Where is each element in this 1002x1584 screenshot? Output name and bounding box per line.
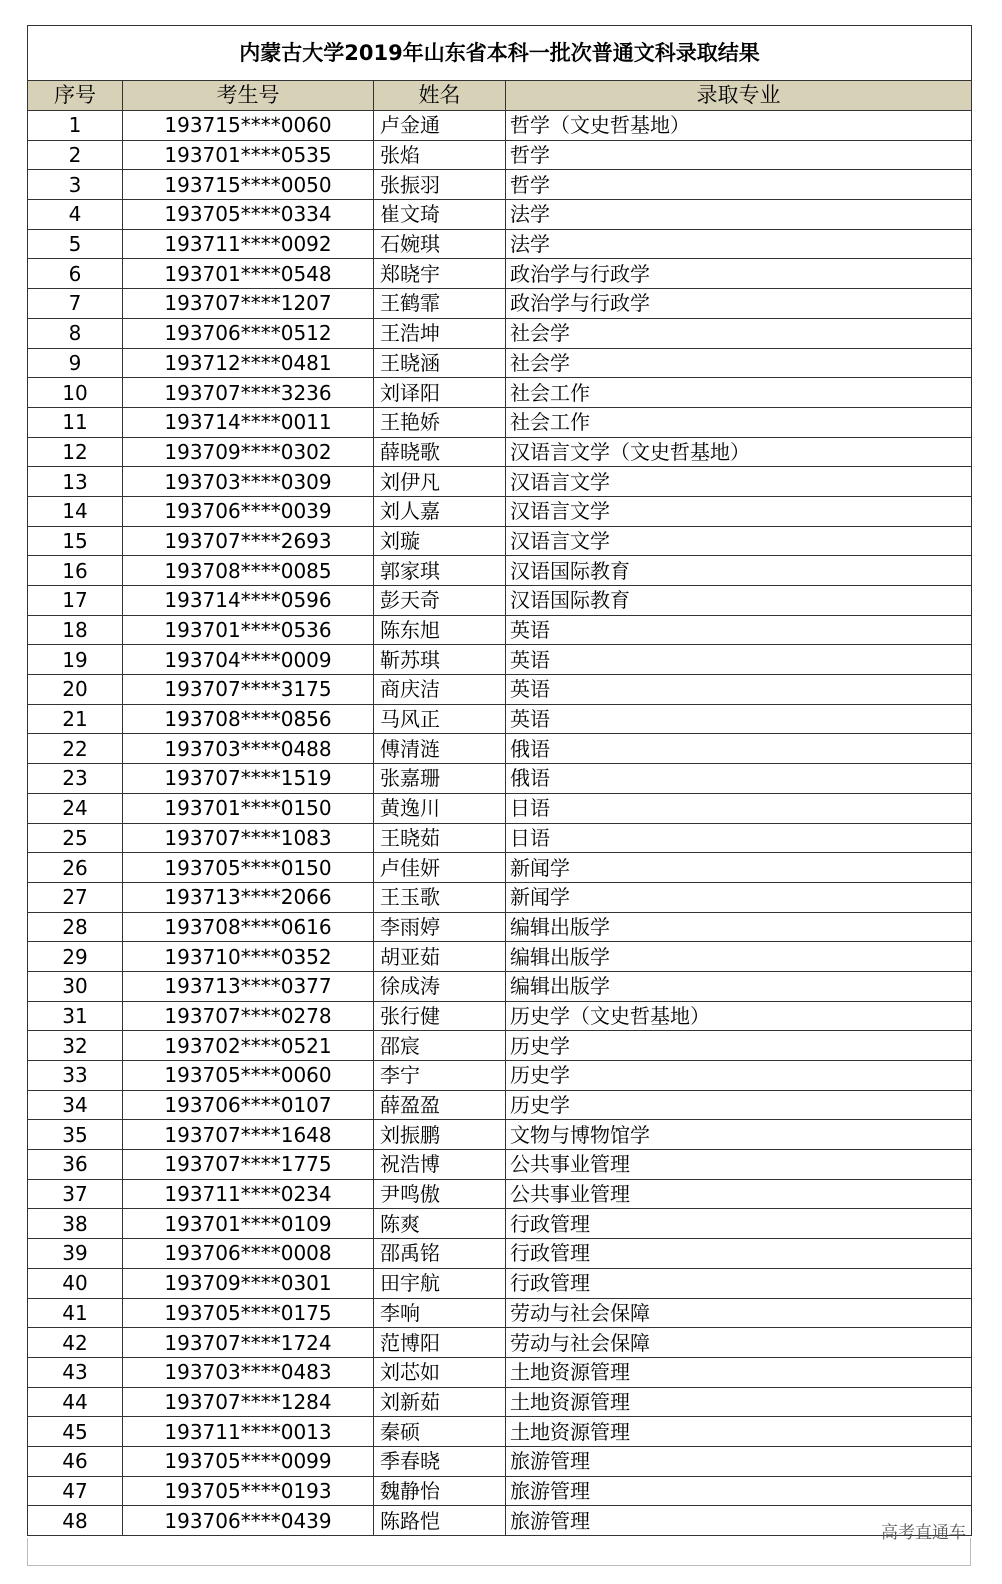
row-exam-id: 193705****0099 [123,1446,374,1476]
row-exam-id: 193708****0616 [123,912,374,942]
row-name: 张振羽 [374,170,506,200]
table-row [28,1446,972,1476]
row-serial: 25 [28,823,123,853]
header-name: 姓名 [374,81,506,111]
row-major: 劳动与社会保障 [506,1298,972,1328]
row-exam-id: 193701****0150 [123,793,374,823]
row-serial: 17 [28,586,123,616]
row-exam-id: 193708****0085 [123,556,374,586]
table-row [28,675,972,705]
row-exam-id: 193704****0009 [123,645,374,675]
header-major: 录取专业 [506,81,972,111]
row-serial: 21 [28,704,123,734]
row-name: 崔文琦 [374,200,506,230]
row-serial: 27 [28,882,123,912]
row-name: 傅清涟 [374,734,506,764]
row-serial: 29 [28,942,123,972]
row-name: 马风正 [374,704,506,734]
row-name: 李宁 [374,1061,506,1091]
table-row [28,1001,972,1031]
row-major: 社会学 [506,348,972,378]
row-exam-id: 193702****0521 [123,1031,374,1061]
row-name: 商庆洁 [374,675,506,705]
row-serial: 8 [28,318,123,348]
row-exam-id: 193701****0536 [123,615,374,645]
row-major: 旅游管理 [506,1506,972,1536]
row-major: 法学 [506,229,972,259]
row-serial: 35 [28,1120,123,1150]
row-name: 王鹤霏 [374,289,506,319]
table-row [28,259,972,289]
row-name: 卢金通 [374,111,506,141]
row-exam-id: 193703****0309 [123,467,374,497]
row-exam-id: 193708****0856 [123,704,374,734]
row-name: 刘伊凡 [374,467,506,497]
row-exam-id: 193705****0150 [123,853,374,883]
table-row [28,1328,972,1358]
row-name: 王玉歌 [374,882,506,912]
row-serial: 38 [28,1209,123,1239]
row-major: 旅游管理 [506,1476,972,1506]
row-serial: 24 [28,793,123,823]
row-exam-id: 193706****0512 [123,318,374,348]
table-row [28,1268,972,1298]
row-major: 历史学 [506,1061,972,1091]
header-row [28,81,972,111]
row-name: 邵宸 [374,1031,506,1061]
row-serial: 20 [28,675,123,705]
row-major: 行政管理 [506,1239,972,1269]
row-exam-id: 193707****1648 [123,1120,374,1150]
table-row [28,170,972,200]
table-row [28,200,972,230]
table-row [28,1090,972,1120]
row-name: 胡亚茹 [374,942,506,972]
row-major: 编辑出版学 [506,912,972,942]
row-serial: 5 [28,229,123,259]
row-major: 政治学与行政学 [506,259,972,289]
row-major: 汉语言文学 [506,526,972,556]
row-name: 薛晓歌 [374,437,506,467]
row-serial: 11 [28,407,123,437]
row-exam-id: 193715****0060 [123,111,374,141]
row-serial: 13 [28,467,123,497]
table-body [28,111,972,1536]
row-name: 徐成涛 [374,971,506,1001]
row-serial: 33 [28,1061,123,1091]
row-major: 英语 [506,675,972,705]
row-major: 日语 [506,823,972,853]
row-serial: 15 [28,526,123,556]
row-name: 王晓茹 [374,823,506,853]
row-major: 历史学 [506,1090,972,1120]
empty-bottom-row [27,1538,971,1566]
row-exam-id: 193701****0109 [123,1209,374,1239]
row-serial: 9 [28,348,123,378]
row-name: 刘新茹 [374,1387,506,1417]
row-serial: 2 [28,140,123,170]
row-exam-id: 193712****0481 [123,348,374,378]
row-major: 汉语言文学（文史哲基地） [506,437,972,467]
row-major: 土地资源管理 [506,1357,972,1387]
row-exam-id: 193705****0334 [123,200,374,230]
row-name: 张行健 [374,1001,506,1031]
row-exam-id: 193705****0060 [123,1061,374,1091]
row-major: 哲学 [506,170,972,200]
table-row [28,793,972,823]
row-major: 汉语言文学 [506,467,972,497]
row-major: 编辑出版学 [506,942,972,972]
row-name: 陈爽 [374,1209,506,1239]
table-row [28,229,972,259]
row-major: 政治学与行政学 [506,289,972,319]
row-serial: 34 [28,1090,123,1120]
row-name: 刘芯如 [374,1357,506,1387]
column-header-section [28,81,972,111]
table-row [28,1417,972,1447]
row-exam-id: 193711****0092 [123,229,374,259]
row-major: 公共事业管理 [506,1179,972,1209]
table-row [28,853,972,883]
row-serial: 1 [28,111,123,141]
row-major: 公共事业管理 [506,1150,972,1180]
table-row [28,556,972,586]
row-exam-id: 193714****0596 [123,586,374,616]
row-exam-id: 193713****0377 [123,971,374,1001]
row-exam-id: 193706****0039 [123,496,374,526]
row-exam-id: 193701****0535 [123,140,374,170]
row-major: 法学 [506,200,972,230]
row-serial: 44 [28,1387,123,1417]
row-name: 薛盈盈 [374,1090,506,1120]
row-serial: 42 [28,1328,123,1358]
row-exam-id: 193701****0548 [123,259,374,289]
row-exam-id: 193707****2693 [123,526,374,556]
table-row [28,764,972,794]
table-row [28,289,972,319]
table-row [28,407,972,437]
row-major: 英语 [506,704,972,734]
table-row [28,586,972,616]
row-exam-id: 193709****0301 [123,1268,374,1298]
row-major: 历史学 [506,1031,972,1061]
row-name: 张嘉珊 [374,764,506,794]
table-row [28,823,972,853]
row-major: 土地资源管理 [506,1387,972,1417]
row-exam-id: 193714****0011 [123,407,374,437]
table-row [28,912,972,942]
row-major: 俄语 [506,764,972,794]
table-row [28,645,972,675]
row-exam-id: 193703****0488 [123,734,374,764]
row-major: 英语 [506,615,972,645]
table-row [28,526,972,556]
table-row [28,1506,972,1536]
row-serial: 31 [28,1001,123,1031]
row-name: 黄逸川 [374,793,506,823]
row-name: 王晓涵 [374,348,506,378]
row-name: 陈路恺 [374,1506,506,1536]
row-major: 编辑出版学 [506,971,972,1001]
row-exam-id: 193709****0302 [123,437,374,467]
row-serial: 41 [28,1298,123,1328]
admission-table [27,25,972,1536]
row-exam-id: 193707****3175 [123,675,374,705]
row-name: 秦硕 [374,1417,506,1447]
table-row [28,615,972,645]
row-serial: 19 [28,645,123,675]
table-row [28,140,972,170]
row-serial: 4 [28,200,123,230]
row-serial: 43 [28,1357,123,1387]
row-exam-id: 193703****0483 [123,1357,374,1387]
row-name: 刘振鹏 [374,1120,506,1150]
row-major: 劳动与社会保障 [506,1328,972,1358]
table-row [28,437,972,467]
row-name: 范博阳 [374,1328,506,1358]
row-name: 李响 [374,1298,506,1328]
table-row [28,348,972,378]
table-row [28,496,972,526]
row-major: 哲学 [506,140,972,170]
row-major: 旅游管理 [506,1446,972,1476]
row-major: 俄语 [506,734,972,764]
row-name: 刘人嘉 [374,496,506,526]
row-name: 魏静怡 [374,1476,506,1506]
row-major: 新闻学 [506,853,972,883]
row-serial: 26 [28,853,123,883]
row-major: 行政管理 [506,1268,972,1298]
watermark: 高考直通车 [881,1523,966,1543]
row-exam-id: 193710****0352 [123,942,374,972]
header-serial: 序号 [28,81,123,111]
row-name: 尹鸣傲 [374,1179,506,1209]
row-major: 社会学 [506,318,972,348]
row-serial: 36 [28,1150,123,1180]
table-row [28,734,972,764]
row-exam-id: 193707****1284 [123,1387,374,1417]
row-exam-id: 193707****1083 [123,823,374,853]
row-serial: 7 [28,289,123,319]
row-exam-id: 193707****1519 [123,764,374,794]
row-serial: 6 [28,259,123,289]
row-serial: 45 [28,1417,123,1447]
row-name: 邵禹铭 [374,1239,506,1269]
row-major: 英语 [506,645,972,675]
row-major: 汉语言文学 [506,496,972,526]
row-exam-id: 193707****1775 [123,1150,374,1180]
page-title: 内蒙古大学2019年山东省本科一批次普通文科录取结果 [28,26,972,81]
row-name: 彭天奇 [374,586,506,616]
row-serial: 16 [28,556,123,586]
row-name: 季春晓 [374,1446,506,1476]
table-row [28,467,972,497]
row-serial: 10 [28,378,123,408]
table-row [28,1120,972,1150]
row-major: 新闻学 [506,882,972,912]
row-major: 社会工作 [506,378,972,408]
row-serial: 30 [28,971,123,1001]
row-serial: 18 [28,615,123,645]
row-serial: 46 [28,1446,123,1476]
row-major: 社会工作 [506,407,972,437]
row-exam-id: 193706****0008 [123,1239,374,1269]
table-row [28,704,972,734]
table-row [28,882,972,912]
row-exam-id: 193707****1207 [123,289,374,319]
title-row [28,26,972,81]
table-row [28,1357,972,1387]
table-row [28,971,972,1001]
table-row [28,1298,972,1328]
row-name: 郭家琪 [374,556,506,586]
row-exam-id: 193715****0050 [123,170,374,200]
row-major: 汉语国际教育 [506,586,972,616]
row-major: 土地资源管理 [506,1417,972,1447]
row-exam-id: 193707****0278 [123,1001,374,1031]
row-serial: 28 [28,912,123,942]
row-name: 刘璇 [374,526,506,556]
row-exam-id: 193706****0439 [123,1506,374,1536]
table-row [28,1387,972,1417]
row-name: 陈东旭 [374,615,506,645]
row-serial: 22 [28,734,123,764]
row-exam-id: 193705****0175 [123,1298,374,1328]
table-row [28,942,972,972]
table-row [28,111,972,141]
row-name: 靳苏琪 [374,645,506,675]
row-exam-id: 193706****0107 [123,1090,374,1120]
row-name: 王浩坤 [374,318,506,348]
row-major: 哲学（文史哲基地） [506,111,972,141]
row-name: 石婉琪 [374,229,506,259]
row-exam-id: 193711****0013 [123,1417,374,1447]
row-exam-id: 193707****3236 [123,378,374,408]
row-serial: 12 [28,437,123,467]
row-exam-id: 193707****1724 [123,1328,374,1358]
row-serial: 32 [28,1031,123,1061]
row-major: 汉语国际教育 [506,556,972,586]
row-serial: 48 [28,1506,123,1536]
row-name: 郑晓宇 [374,259,506,289]
table-row [28,1150,972,1180]
table-row [28,1031,972,1061]
row-major: 历史学（文史哲基地） [506,1001,972,1031]
header-exam-id: 考生号 [123,81,374,111]
table-row [28,1179,972,1209]
row-name: 卢佳妍 [374,853,506,883]
row-exam-id: 193713****2066 [123,882,374,912]
row-name: 祝浩博 [374,1150,506,1180]
row-major: 行政管理 [506,1209,972,1239]
table-row [28,1061,972,1091]
row-name: 李雨婷 [374,912,506,942]
row-serial: 3 [28,170,123,200]
row-exam-id: 193711****0234 [123,1179,374,1209]
row-serial: 40 [28,1268,123,1298]
row-serial: 23 [28,764,123,794]
row-major: 日语 [506,793,972,823]
row-name: 张焰 [374,140,506,170]
row-name: 王艳娇 [374,407,506,437]
table-row [28,1209,972,1239]
row-name: 田宇航 [374,1268,506,1298]
row-major: 文物与博物馆学 [506,1120,972,1150]
row-serial: 39 [28,1239,123,1269]
row-serial: 14 [28,496,123,526]
row-serial: 47 [28,1476,123,1506]
table-title-section [28,26,972,81]
row-serial: 37 [28,1179,123,1209]
table-row [28,378,972,408]
table-row [28,1476,972,1506]
row-name: 刘译阳 [374,378,506,408]
table-row [28,1239,972,1269]
row-exam-id: 193705****0193 [123,1476,374,1506]
table-row [28,318,972,348]
